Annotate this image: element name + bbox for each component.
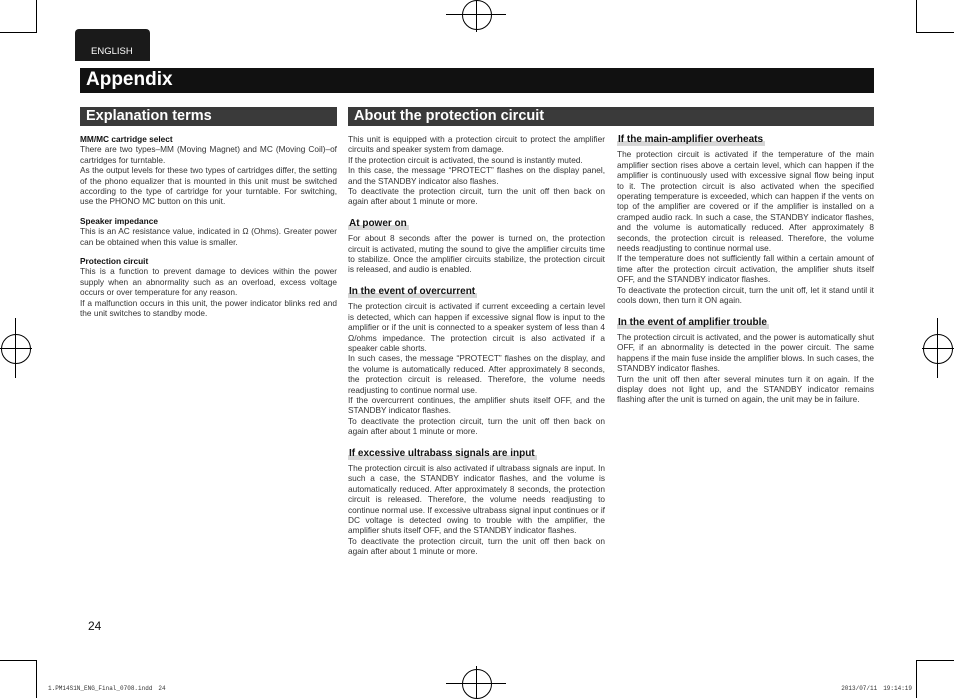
term-title: Protection circuit	[80, 256, 149, 267]
explanation-terms-column	[80, 134, 337, 319]
language-tab-label: ENGLISH	[91, 46, 133, 57]
subsection-heading: If the main-amplifier overheats	[618, 134, 764, 145]
body-text: To deactivate the protection circuit, turn the unit off then back on again after about 1 minute or more.	[348, 415, 605, 437]
page-title: Appendix	[86, 69, 173, 90]
subsection-heading: At power on	[349, 217, 407, 229]
term-text: If a malfunction occurs in this unit, the power indicator blinks red and the unit switches to standby mode.	[80, 297, 337, 319]
page-number: 24	[88, 619, 102, 633]
subsection-heading: In the event of amplifier trouble	[618, 316, 767, 328]
body-text: For about 8 seconds after the power is turned on, the protection circuit is activated, muting the sound to give the amplifier circuits time to stabilize. Once the amplifier circuits stabilize, the protection circuit is released, and audio is enabled.	[348, 233, 605, 275]
crop-mark	[446, 683, 506, 684]
footer-timestamp: 2013/07/11 19:14:19	[841, 685, 912, 692]
intro-text: If the protection circuit is activated, the sound is instantly muted.	[348, 154, 583, 165]
body-text: The protection circuit is activated if the temperature of the main amplifier section rises above a certain level, which can happen if the amplifier is continuously used with excessive signal flow being input to it. The protection circuit is also activated when the specified operating temperature is exceeded, which can happen if the vents on top of the amplifier are covered or if the amplifier is installed on a cramped audio rack. In such a case, the STANDBY indicator flashes, and the volume is automatically reduced. After approximately 8 seconds, the protection circuit is released. Therefore, the volume needs readjusting to continue normal use.	[617, 149, 874, 254]
protection-column-b	[617, 134, 874, 405]
crop-mark	[446, 14, 506, 15]
crop-mark	[36, 0, 37, 33]
crop-mark	[0, 32, 37, 33]
crop-mark	[916, 0, 917, 33]
crop-mark	[0, 348, 32, 349]
body-text: If the temperature does not sufficiently fall within a certain amount of time after the protection circuit activation, the amplifier shuts itself OFF, and the STANDBY indicator flashes.	[617, 253, 874, 285]
language-tab	[75, 29, 150, 61]
crop-mark	[916, 660, 954, 661]
body-text: If the overcurrent continues, the amplifier shuts itself OFF, and the STANDBY indicator flashes.	[348, 394, 605, 416]
body-text: In such cases, the message “PROTECT” flashes on the display, and the volume is automatically reduced. After approximately 8 seconds, the protection circuit is released. Therefore, the volume needs readjusting to continue normal use.	[348, 353, 605, 395]
intro-text: To deactivate the protection circuit, turn the unit off then back on again after about 1 minute or more.	[348, 186, 605, 207]
section-header-explanation	[80, 107, 337, 126]
term-text: This is an AC resistance value, indicated in Ω (Ohms). Greater power can be obtained when this value is smaller.	[80, 226, 337, 247]
page-title-bar	[80, 68, 874, 93]
term-title: Speaker impedance	[80, 215, 158, 226]
body-text: The protection circuit is also activated if ultrabass signals are input. In such a case, the STANDBY indicator flashes, and the volume is automatically reduced. After approximately 8 seconds, the protection circuit is released. Therefore, the volume needs readjusting to continue normal use. If excessive ultrabass signal input continues or if DC voltage is detected owing to trouble with the amplifier, the amplifier shuts itself OFF, and the STANDBY indicator flashes.	[348, 462, 605, 536]
footer-file-name: 1.PM14S1N_ENG_Final_0708.indd 24	[48, 685, 166, 692]
crop-mark	[922, 348, 954, 349]
section-header-protection	[348, 107, 874, 126]
section-heading: About the protection circuit	[354, 108, 545, 124]
body-text: Turn the unit off then after several minutes turn it on again. If the display does not light up, and the STANDBY indicator remains flashing after the unit is turned on again, the unit may be in failure.	[617, 373, 874, 405]
crop-mark	[916, 32, 954, 33]
subsection-heading: In the event of overcurrent	[349, 285, 476, 297]
body-text: The protection circuit is activated, and the power is automatically shut OFF, if an abnormality is detected in the power circuit. The same happens if the main fuse inside the amplifier blows. In such cases, the STANDBY indicator flashes.	[617, 331, 874, 374]
registration-mark-icon	[1, 334, 31, 364]
section-heading: Explanation terms	[86, 108, 212, 124]
term-text: This is a function to prevent damage to devices within the power supply when an abnormality such as an overload, excess voltage occurs or over temperature for any reason.	[80, 266, 337, 298]
body-text: To deactivate the protection circuit, turn the unit off, let it stand until it cools down, then turn it ON again.	[617, 284, 874, 306]
crop-mark	[476, 666, 477, 698]
crop-mark	[476, 0, 477, 32]
subsection-heading: If excessive ultrabass signals are input	[349, 447, 535, 459]
registration-mark-icon	[923, 334, 953, 364]
body-text: The protection circuit is activated if current exceeding a certain level is detected, which can happen if excessive signal flow is input to the amplifier or if the unit is connected to a speaker system of less than 4 Ω/ohms impedance. The protection circuit is also activated if a speaker cable shorts.	[348, 301, 605, 353]
term-title: MM/MC cartridge select	[80, 134, 173, 144]
body-text: To deactivate the protection circuit, turn the unit off then back on again after about 1 minute or more.	[348, 535, 605, 557]
crop-mark	[36, 660, 37, 698]
registration-mark-icon	[462, 0, 492, 30]
intro-text: In this case, the message “PROTECT” flashes on the display panel, and the STANDBY indicator also flashes.	[348, 165, 605, 186]
protection-column-a	[348, 134, 605, 557]
term-text: There are two types–MM (Moving Magnet) and MC (Moving Coil)–of cartridges for turntable.	[80, 144, 337, 165]
intro-text: This unit is equipped with a protection circuit to protect the amplifier circuits and speaker system from damage.	[348, 134, 605, 155]
crop-mark	[916, 660, 917, 698]
registration-mark-icon	[462, 669, 492, 699]
term-text: As the output levels for these two types of cartridges differ, the setting of the phono equalizer that is mounted in this unit must be switched according to the type of cartridge for your turntable. For switching, use the PHONO MC button on this unit.	[80, 165, 337, 207]
crop-mark	[0, 660, 37, 661]
